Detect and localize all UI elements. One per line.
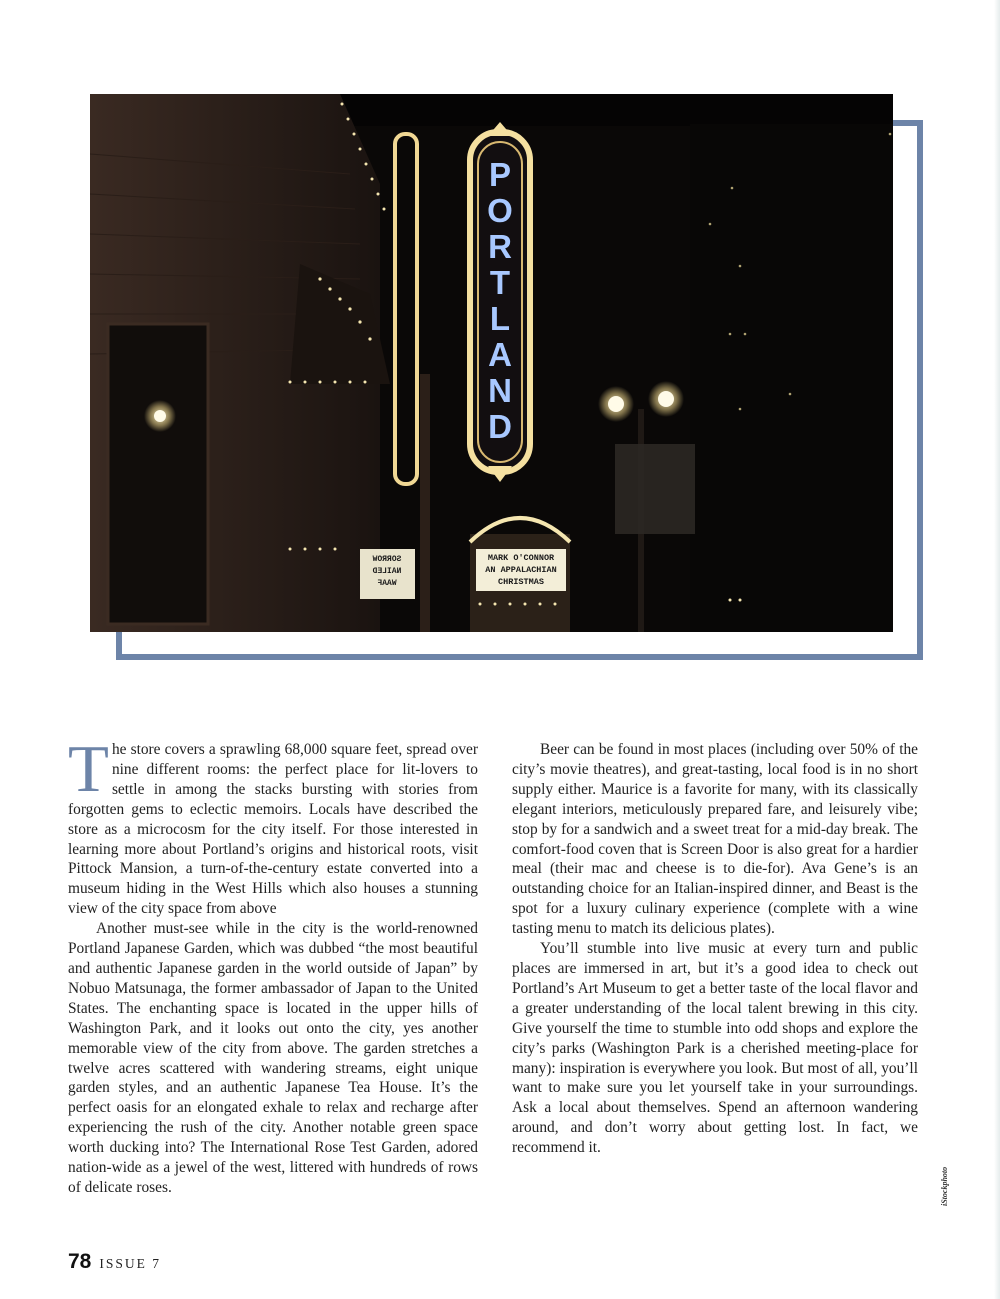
sign-letter-p: P <box>488 156 512 193</box>
article-paragraph-4: You’ll stumble into live music at every turn and public places are immersed in art, but it’s a good idea to check out Portland’s Art Museum to get a better taste of the local flavor and a greater understanding of the local talent brewing in this city. Give yourself the time to stumble into odd shops and explore the city’s parks (Washington Park is a cherished meeting-place for many): inspiration is everywhere you look. But most of all, you’ll want to make sure you let yourself take in your surroundings. Ask a local about themselves. Spend an afternoon wandering around, and don’t worry about getting lost. In fact, we recommend it. <box>512 940 918 1157</box>
sign-letter-l: L <box>489 300 511 337</box>
page-number: 78 <box>68 1250 92 1273</box>
portland-sign-photo <box>90 94 893 632</box>
article-paragraph-1 <box>68 732 478 919</box>
article-column-right <box>512 740 918 1158</box>
marquee-line-1: MARK O'CONNOR <box>487 553 555 563</box>
page-footer <box>68 1250 161 1274</box>
sign-letter-d: D <box>488 408 512 445</box>
sign-letter-n: N <box>488 372 512 409</box>
side-marquee-line-1: SORROW <box>372 555 402 564</box>
article-paragraph-2: Another must-see while in the city is the world-renowned Portland Japanese Garden, which was dubbed “the most beautiful and authentic Japanese garden in the world outside of Japan” by Nobuo Matsunaga, the former ambassador of Japan to the United States. The enchanting space is located in the upper hills of Washington Park, and it looks out onto the city, yes another memorable view of the city from above. The garden stretches a twelve acres scattered with wandering streams, eight unique garden styles, and an authentic Japanese Tea House. It’s the perfect oasis for an elongated exhale to relax and recharge after experiencing the rush of the city. Another notable green space worth ducking into? The International Rose Test Garden, adored nation-wide as a jewel of the west, littered with hundreds of rows of delicate roses. <box>68 920 478 1196</box>
page-edge <box>994 0 1000 1299</box>
article-paragraph-3: Beer can be found in most places (including over 50% of the city’s movie theatres), and great-tasting, local food is in no short supply either. Maurice is a favorite for many, with its classically elegant interiors, meticulously prepared fare, and leisurely vibe; stop by for a sandwich and a sweet treat for a mid-day break. The comfort-food coven that is Screen Door is also great for a hardier meal (their mac and cheese is to die-for). Ava Gene’s is an outstanding choice for an Italian-inspired dinner, and Beast is the spot for a luxury culinary experience (complete with a wine tasting menu to match its delicious plates). <box>512 741 918 938</box>
article-column-left <box>68 732 478 1198</box>
side-marquee-line-3: WAAF <box>377 579 397 588</box>
sign-letter-a: A <box>488 336 512 373</box>
sign-letter-o: O <box>487 192 513 229</box>
photo-credit: iStockphoto <box>940 1166 949 1206</box>
side-marquee-line-2: NAILED <box>372 567 402 576</box>
marquee-line-2: AN APPALACHIAN <box>485 565 557 575</box>
paragraph-1-text: he store covers a sprawling 68,000 square feet, spread over nine different rooms: the perfect place for lit-lovers to settle in among the stacks bursting with stories from forgotten gems to eclectic memoirs. Locals have described the store as a microcosm for the city itself. For those interested in learning more about Portland’s origins and historical roots, visit Pittock Mansion, a turn-of-the-century estate converted into a museum hiding in the West Hills which also houses a stunning view of the city space from above <box>68 741 478 918</box>
issue-label: ISSUE 7 <box>99 1256 161 1271</box>
sign-letters <box>487 156 513 445</box>
sign-letter-r: R <box>488 228 512 265</box>
sign-letter-t: T <box>489 264 511 301</box>
marquee-line-3: CHRISTMAS <box>498 577 544 587</box>
drop-cap: T <box>68 732 109 806</box>
